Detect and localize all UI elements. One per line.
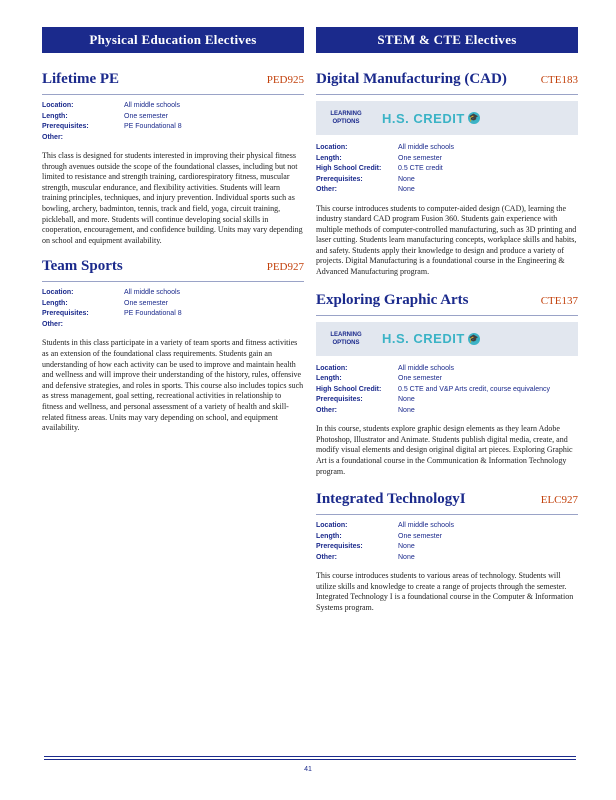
page-number: 41	[304, 766, 312, 773]
divider	[316, 315, 578, 316]
course-code: CTE137	[540, 294, 578, 307]
graduation-cap-icon: 🎓	[468, 333, 479, 343]
course-lifetime-pe	[42, 71, 304, 246]
hs-credit-box	[316, 101, 578, 135]
course-title: Lifetime PE	[42, 71, 120, 87]
course-description: This course introduces students to computer-aided design (CAD), learning the industry standard CAD program Fusion 360. Students gain experience with multiple methods of computer-controlled manufacturing, such as 3D printing and laser cutting. Students learn manufacturing concepts, workplace skills and habits, and safety. Students apply their knowledge to design and produce a variety of projects. Digital Manufacturing is a foundational course in the Engineering & Advanced Manufacturing program.	[316, 203, 577, 277]
section-header-stem: STEM & CTE Electives	[316, 27, 578, 53]
pe-electives-column	[42, 27, 304, 434]
course-title: Integrated TechnologyI	[316, 491, 466, 508]
course-description: This course introduces students to various areas of technology. Students will utilize skills and knowledge to create a range of projects through the semester. Integrated Technology I is a foundational course in the Computer & Information Systems program.	[316, 571, 574, 612]
hs-credit-badge: H.S. CREDIT	[382, 331, 465, 347]
course-code: PED925	[266, 74, 304, 86]
course-code: PED927	[266, 261, 304, 274]
course-description: In this course, students explore graphic design elements as they learn Adobe Photoshop, Illustrator and Animate. Students publish digital media, create, and modify visual elements and design original digital art pieces. Exploring Graphic Art is a foundational course in the Communication & Information Technology program.	[316, 424, 573, 476]
footer-divider	[44, 759, 576, 760]
divider	[316, 514, 578, 515]
course-meta: Location: All middle schools Length: One semester Prerequisites: PE Foundational 8 Other:	[42, 289, 182, 328]
stem-cte-electives-column	[316, 27, 578, 614]
course-code: ELC927	[540, 494, 578, 507]
learning-options-label: LEARNING OPTIONS	[330, 331, 362, 346]
divider	[42, 94, 304, 95]
course-meta: Location: All middle schools Length: One semester Prerequisites: PE Foundational 8 Other:	[42, 102, 182, 141]
course-meta: Location: All middle schools Length: One semester High School Credit: 0.5 CTE and V&P Arts credit, course equivalency Prerequisites: None Other: None	[316, 364, 551, 414]
course-description: This class is designed for students interested in improving their physical fitness through avenues outside the scope of the foundational classes, including but not limited to resistance and strength training, cardiorespiratory fitness, muscular strength, muscular endurance, and flexibility activities. Students will learn training principles, techniques, and injury prevention. Individual sports such as bowling, archery, badminton, tennis, track and field, yoga, circuit training, pickleball, and more. Students will continue developing social skills in cooperation, encouragement, and confidence building. Units may vary depending on school and equipment availability.	[42, 151, 303, 245]
course-meta: Location: All middle schools Length: One semester High School Credit: 0.5 CTE credit Prerequisites: None Other: None	[316, 144, 455, 193]
course-code: CTE183	[540, 74, 578, 86]
course-title: Digital Manufacturing (CAD)	[316, 71, 507, 87]
section-header-pe: Physical Education Electives	[42, 27, 304, 53]
course-title: Team Sports	[42, 258, 123, 275]
footer-divider	[44, 756, 576, 757]
course-team-sports	[42, 258, 304, 433]
course-title: Exploring Graphic Arts	[316, 291, 469, 308]
hs-credit-box	[316, 322, 578, 356]
course-meta: Location: All middle schools Length: One semester Prerequisites: None Other: None	[316, 522, 455, 561]
course-exploring-graphic-arts	[316, 292, 578, 477]
divider	[42, 281, 304, 282]
hs-credit-badge: H.S. CREDIT	[382, 110, 465, 126]
course-integrated-technology	[316, 491, 578, 613]
divider	[316, 94, 578, 95]
course-digital-manufacturing	[316, 71, 578, 278]
graduation-cap-icon: 🎓	[468, 113, 479, 122]
course-description: Students in this class participate in a variety of team sports and fitness activities as an extension of the foundational class requirements. Students gain an understanding of how each activity can be used to improve and maintain health and wellness and will improve their understanding of the history, rules, offensive and defensive strategies, and roles in sports. This course also includes topics such as stress management, goal setting, recreational activities in relationship to fitness and wellness, and personal assessment of a variety of health and skill-related fitness areas. Units may vary depending on school, and equipment availability.	[42, 338, 304, 433]
learning-options-label: LEARNING OPTIONS	[330, 111, 362, 125]
